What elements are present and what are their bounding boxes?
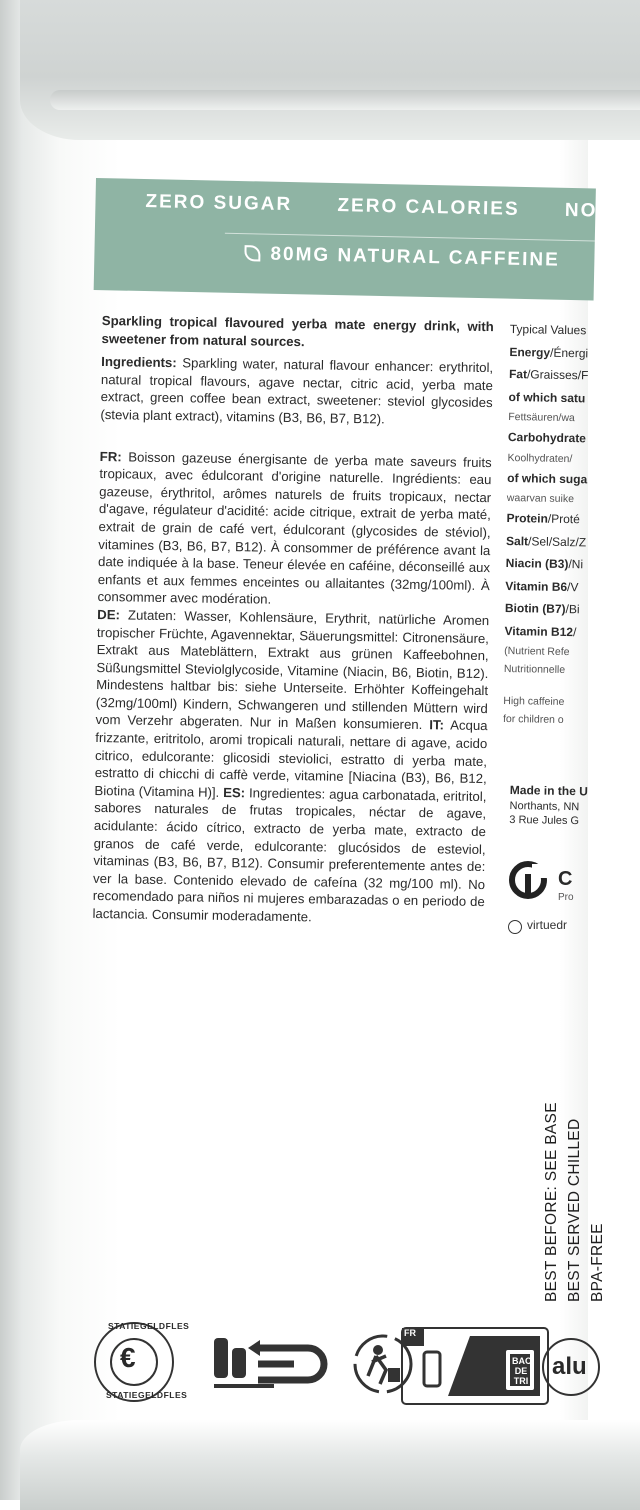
nutrition-subrow: Koolhydraten/	[507, 451, 573, 465]
can-rim-highlight	[50, 90, 640, 110]
caffeine-warning: for children o	[502, 712, 564, 726]
nutrition-row: Biotin (B7)/Bi	[504, 600, 580, 617]
nutrition-subrow: waarvan suike	[506, 491, 575, 506]
es-label: ES:	[223, 784, 246, 801]
can-bottom-rim	[20, 1420, 640, 1510]
nutrition-row: Salt/Sel/Salz/Z	[505, 533, 587, 549]
brand-tagline: Pro	[558, 892, 574, 903]
can-top-rim	[20, 0, 640, 140]
ingredients-text-block	[92, 312, 494, 935]
it-label: IT:	[429, 717, 445, 733]
globe-icon	[508, 920, 522, 934]
statiegeld-top-label: STATIEGELDFLES	[108, 1321, 190, 1331]
description-text: Sparkling tropical flavoured yerba mate energy drink, with sweetener from natural sources.	[101, 312, 494, 349]
ingredients-label: Ingredients:	[101, 354, 177, 371]
claim-cropped: NO	[564, 199, 598, 222]
claim-zero-sugar: ZERO SUGAR	[145, 191, 293, 216]
statiegeld-bottom-label: STATIEGELDFLES	[106, 1390, 188, 1400]
brand-logo-icon	[508, 860, 548, 900]
fr-text: Boisson gazeuse énergisante de yerba mate saveurs fruits tropicaux, avec édulcorant d'origine naturelle. Ingrédients: eau gazeuse, érythritol, arômes naturels de fruits tropicaux, nectar d'agave, régulateur d'acidité: acide citrique, extrait de yerba maté, extrait de grain de café vert, édulcorant (glycosides de stéviol), vitamines (B3, B6, B7, B12). À consommer de préférence avant la date indiquée à la base. Teneur élevée en caféine, déconseillé aux enfants et aux femmes enceintes ou allaitantes (32mg/100ml). À consommer avec modération.	[97, 448, 492, 608]
statiegeld-deposit-icon	[94, 1321, 190, 1402]
caffeine-claim	[244, 243, 560, 272]
nutrition-row: Protein/Proté	[506, 510, 580, 527]
claims-row	[145, 191, 635, 223]
nutrition-row: Vitamin B6/V	[505, 578, 579, 594]
nutrition-row: Carbohydrate	[507, 429, 587, 446]
euro-symbol: €	[120, 1342, 136, 1373]
nutrition-table	[503, 318, 630, 730]
nutrition-note: (Nutrient Refe	[504, 644, 570, 659]
banner-divider	[225, 233, 595, 242]
ingredients-en	[100, 353, 493, 430]
de-label: DE:	[97, 606, 121, 623]
aluminium-recycle-icon	[542, 1338, 600, 1396]
caffeine-claim-text: 80MG NATURAL CAFFEINE	[270, 243, 560, 271]
nutrition-title: Typical Values	[509, 321, 587, 338]
claim-zero-calories: ZERO CALORIES	[337, 195, 520, 220]
nutrition-row: Vitamin B12/	[504, 623, 577, 639]
nutrition-row: Niacin (B3)/Ni	[505, 555, 584, 572]
nutrition-row: Energy/Énergi	[509, 344, 589, 360]
recycling-icons	[90, 1318, 590, 1408]
nutrition-row: of which satu	[508, 389, 586, 405]
manufacturer-address	[509, 783, 588, 828]
product-description	[101, 312, 494, 353]
fr-label: FR:	[99, 448, 122, 464]
best-before: BEST BEFORE: SEE BASE	[543, 1102, 560, 1302]
ingredients-fr	[92, 448, 491, 929]
best-served: BEST SERVED CHILLED	[566, 1118, 583, 1302]
website-text: virtuedr	[527, 918, 568, 932]
nutrition-note: Nutritionnelle	[503, 662, 566, 677]
leaf-icon	[244, 245, 260, 261]
triman-country: FR	[404, 1328, 416, 1338]
nutrition-subrow: Fettsäuren/wa	[508, 410, 575, 425]
address-line: Northants, NN	[509, 799, 580, 814]
made-in-heading: Made in the U	[509, 783, 589, 799]
es-text: Ingredientes: agua carbonatada, eritritol, sabores naturales de frutas tropicales, néctar de agave, acidulante: ácido cítrico, extracto de yerba mate, extracto de granos de café verde, edulcorante: glucósidos de esteviol, vitaminas (B3, B6, B7, B12). Consumir preferentemente antes de: ver la base. Contenido elevado de cafeína (32 mg/100 ml). No recomendado para niños ni mujeres embarazadas o en periodo de lactancia. Consumir moderadamente.	[92, 785, 487, 925]
nutrition-row: of which suga	[507, 470, 588, 486]
ingredients-text: Sparkling water, natural flavour enhancer: erythritol, natural tropical flavours, agave nectar, citric acid, yerba mate extract, green coffee bean extract, sweetener: steviol glycosides (stevia plant extract), vitamins (B3, B6, B7, B12).	[100, 355, 494, 427]
caffeine-warning: High caffeine	[503, 694, 565, 709]
triman-bin-label: BAC DE TRI	[512, 1356, 532, 1386]
claims-banner	[94, 178, 596, 300]
vertical-storage-text	[540, 1102, 609, 1302]
deposit-return-icon	[208, 1328, 348, 1400]
de-text: Zutaten: Wasser, Kohlensäure, Erythrit, natürliche Aromen tropischer Früchte, Agavennektar, Säuerungsmittel: Citronensäure, Extrakt aus Mateblättern, Extrakt aus grünen Kaffeebohnen, Süßungsmittel Steviolglycoside, Vitamine (Niacin, B6, Biotin, B12). Mindestens haltbar bis: siehe Unterseite. Erhöhter Koffeingehalt (32mg/100ml) Kindern, Schwangeren und stillenden Müttern wird vom Verzehr abgeraten. Nur in Maßen konsumieren.	[95, 607, 490, 733]
address-line: 3 Rue Jules G	[509, 813, 580, 828]
it-text: Acqua frizzante, eritritolo, aromi tropicali naturali, nettare di agave, acido citrico, edulcorante: glicosidi steviolici, estratto di yerba mate, estratto di chicchi di caffè verde, vitamine [Niacina (B3), B6, B12, Biotina (Vitamina H)].	[94, 717, 488, 800]
nutrition-row: Fat/Graisses/F	[508, 366, 589, 383]
brand-name: C	[558, 868, 573, 890]
alu-label: alu	[552, 1353, 587, 1380]
bpa-free: BPA-FREE	[589, 1223, 606, 1302]
